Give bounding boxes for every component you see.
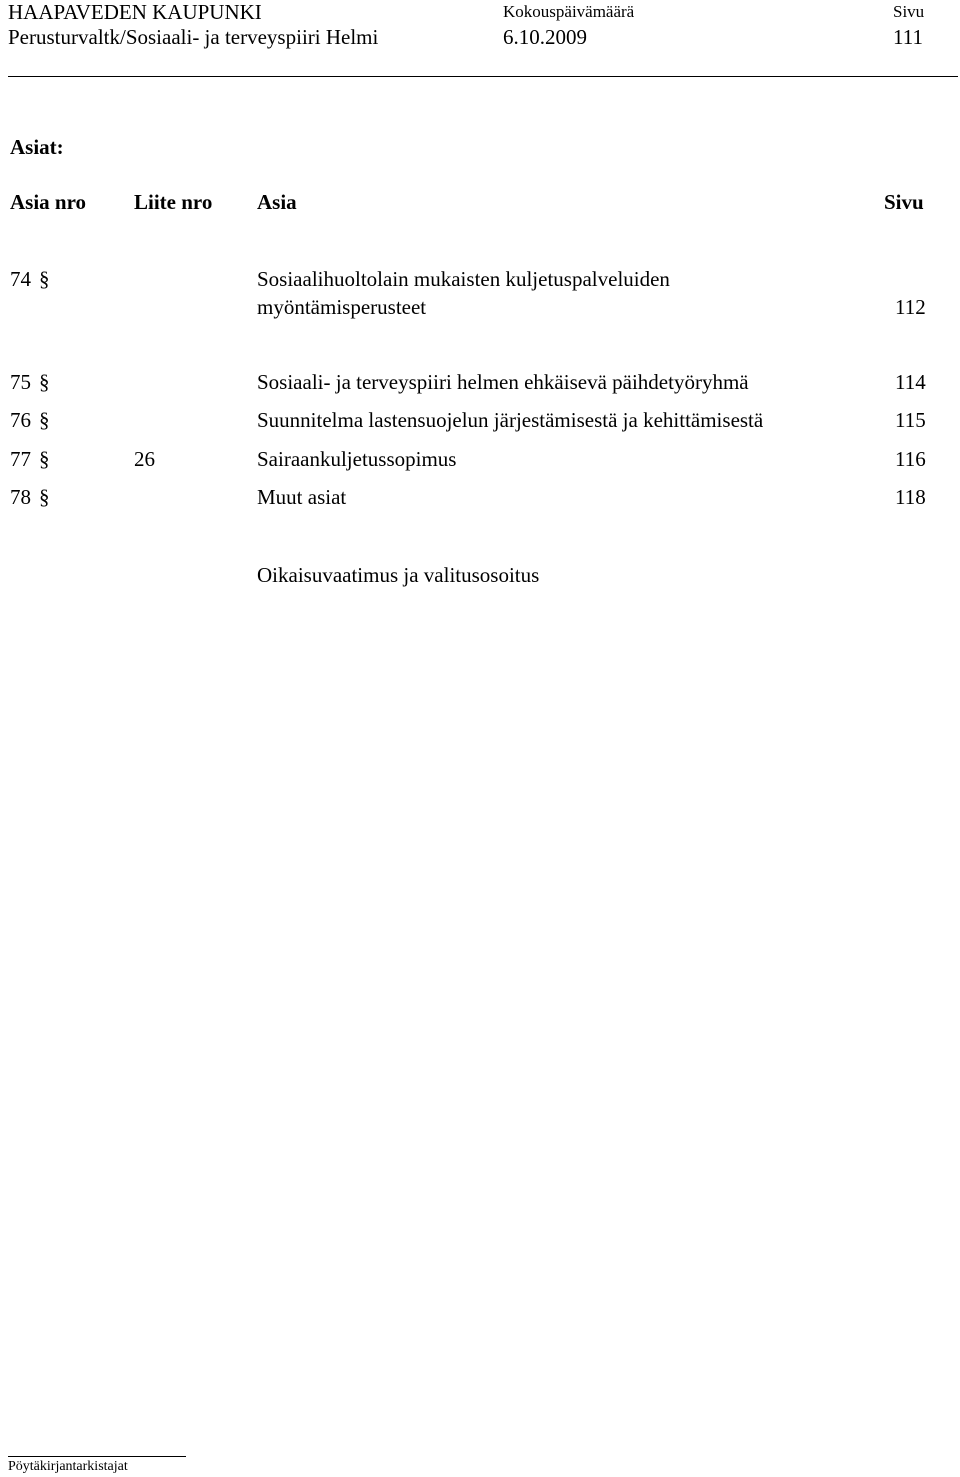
section-sign: §	[39, 370, 50, 394]
column-header-liite-nro: Liite nro	[134, 190, 213, 214]
section-title: Asiat:	[10, 135, 64, 159]
column-header-asia: Asia	[257, 190, 297, 214]
column-header-sivu: Sivu	[884, 190, 924, 214]
agenda-item-page: 115	[895, 408, 926, 432]
meeting-date-label: Kokouspäivämäärä	[503, 2, 635, 21]
agenda-item-page: 114	[895, 370, 926, 394]
agenda-item-title: Muut asiat	[257, 485, 347, 509]
agenda-item-title: Sosiaalihuoltolain mukaisten kuljetuspalveluiden	[257, 267, 670, 291]
section-sign: §	[39, 485, 50, 509]
agenda-item-number: 78 §	[10, 485, 50, 509]
agenda-item-page: 112	[895, 295, 926, 319]
agenda-item-attachment: 26	[134, 447, 155, 471]
header-divider	[8, 76, 958, 77]
page-number: 111	[893, 25, 923, 49]
column-header-asia-nro: Asia nro	[10, 190, 87, 214]
agenda-item-number: 75 §	[10, 370, 50, 394]
agenda-item-title: Sairaankuljetussopimus	[257, 447, 457, 471]
agenda-item-title-cont: myöntämisperusteet	[257, 295, 427, 319]
agenda-item-page: 116	[895, 447, 926, 471]
agenda-item-number: 74 §	[10, 267, 50, 291]
section-sign: §	[39, 267, 50, 291]
footer-minutes-checkers-label: Pöytäkirjantarkistajat	[8, 1459, 128, 1474]
section-sign: §	[39, 447, 50, 471]
agenda-item-title: Suunnitelma lastensuojelun järjestämisestä ja kehittämisestä	[257, 408, 764, 432]
footer-signature-line	[8, 1456, 186, 1457]
agenda-item-title: Sosiaali- ja terveyspiiri helmen ehkäisevä päihdetyöryhmä	[257, 370, 749, 394]
agenda-item-page: 118	[895, 485, 926, 509]
agenda-item-number: 77 §	[10, 447, 50, 471]
agenda-item-number: 76 §	[10, 408, 50, 432]
page-label: Sivu	[893, 2, 925, 21]
organization-name: HAAPAVEDEN KAUPUNKI	[8, 0, 262, 24]
committee-name: Perusturvaltk/Sosiaali- ja terveyspiiri Helmi	[8, 25, 379, 49]
appeal-instructions-note: Oikaisuvaatimus ja valitusosoitus	[257, 563, 540, 587]
meeting-date: 6.10.2009	[503, 25, 587, 49]
section-sign: §	[39, 408, 50, 432]
